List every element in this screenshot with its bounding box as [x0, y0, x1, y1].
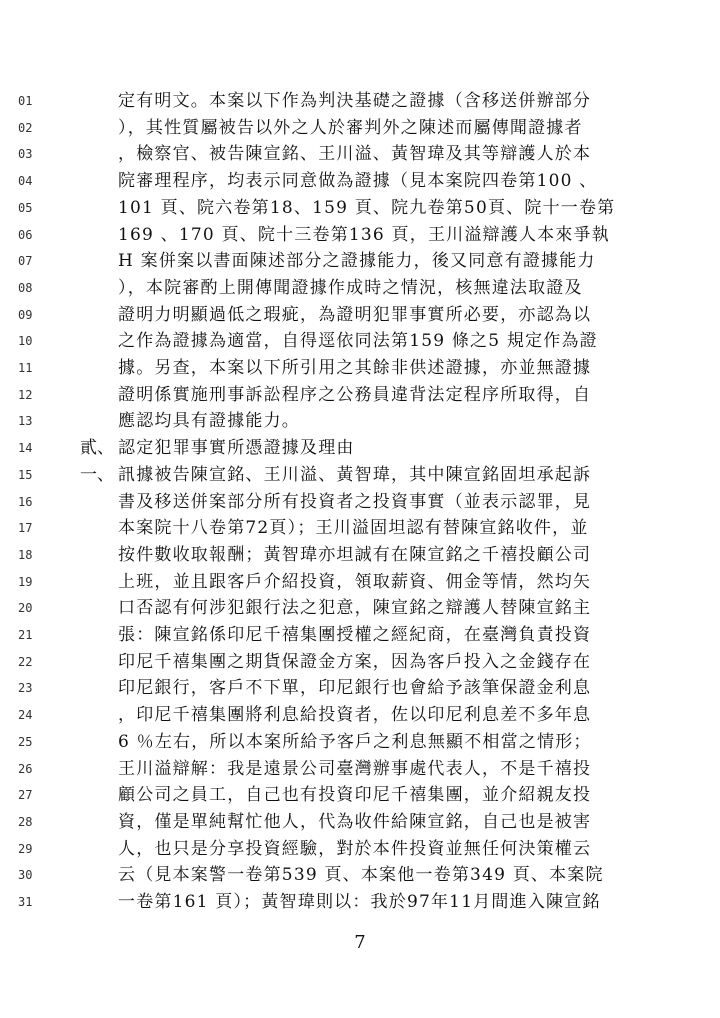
- line-number: 14: [18, 441, 33, 456]
- document-line: [0, 408, 720, 434]
- line-text: 上班，並且跟客戶介紹投資，領取薪資、佣金等情，然均矢: [118, 571, 592, 592]
- line-text: 張：陳宣銘係印尼千禧集團授權之經紀商，在臺灣負責投資: [118, 625, 592, 645]
- document-line: [0, 675, 720, 701]
- line-text: 之作為證據為適當，自得逕依同法第159 條之5 規定作為證: [118, 331, 598, 352]
- line-text: H 案併案以書面陳述部分之證據能力，後又同意有證據能力: [118, 251, 596, 272]
- line-number: 09: [18, 307, 33, 322]
- document-line: [0, 489, 720, 515]
- line-text: 定有明文。本案以下作為判決基礎之證據（含移送併辦部分: [118, 91, 592, 111]
- document-line: [0, 382, 720, 408]
- line-number: 30: [18, 868, 33, 883]
- line-number: 01: [18, 94, 33, 108]
- line-text: 書及移送併案部分所有投資者之投資事實（並表示認罪，見: [118, 491, 592, 512]
- document-line: [0, 275, 720, 301]
- line-number: 23: [18, 681, 33, 696]
- document-line: [0, 622, 720, 648]
- document-line: [0, 355, 720, 381]
- line-number: 25: [18, 734, 33, 749]
- line-text: 訊據被告陳宣銘、王川溢、黃智瑋，其中陳宣銘固坦承起訴: [118, 464, 592, 485]
- document-line: [0, 328, 720, 354]
- line-text: 按件數收取報酬；黃智瑋亦坦誠有在陳宣銘之千禧投顧公司: [118, 544, 592, 565]
- document-line: [0, 569, 720, 595]
- document-line: [0, 195, 720, 221]
- line-number: 29: [18, 841, 33, 856]
- line-number: 06: [18, 227, 33, 242]
- line-number: 04: [18, 174, 33, 189]
- document-line: [0, 462, 720, 488]
- line-number: 19: [18, 574, 33, 589]
- line-number: 24: [18, 708, 33, 723]
- line-text: ，檢察官、被告陳宣銘、王川溢、黃智瑋及其等辯護人於本: [118, 144, 592, 165]
- document-line: [0, 595, 720, 621]
- document-line: [0, 435, 720, 461]
- document-line: [0, 542, 720, 568]
- line-number: 08: [18, 280, 33, 295]
- line-number: 05: [18, 200, 33, 215]
- line-text: 認定犯罪事實所憑證據及理由: [118, 438, 355, 459]
- line-text: 一卷第161 頁）；黃智瑋則以：我於97年11月間進入陳宣銘: [118, 892, 601, 912]
- line-text: 印尼千禧集團之期貨保證金方案，因為客戶投入之金錢存在: [118, 651, 592, 672]
- line-text: 印尼銀行，客戶不下單，印尼銀行也會給予該筆保證金利息: [118, 678, 592, 699]
- document-line: [0, 756, 720, 782]
- line-number: 03: [18, 147, 33, 162]
- line-number: 02: [18, 120, 33, 135]
- document-line: [0, 88, 720, 114]
- line-number: 31: [18, 895, 33, 909]
- line-number: 16: [18, 494, 33, 509]
- line-text: 人，也只是分享投資經驗，對於本件投資並無任何決策權云: [118, 838, 592, 859]
- line-text: 據。另查，本案以下所引用之其餘非供述證據，亦並無證據: [118, 358, 592, 378]
- line-text: 101 頁、院六卷第18、159 頁、院九卷第50頁、院十一卷第: [118, 197, 616, 218]
- document-line: [0, 168, 720, 194]
- line-number: 07: [18, 254, 33, 269]
- document-line: [0, 782, 720, 808]
- document-line: [0, 141, 720, 167]
- line-number: 17: [18, 521, 33, 536]
- document-line: [0, 702, 720, 728]
- document-line: [0, 809, 720, 835]
- line-number: 11: [18, 361, 33, 375]
- line-text: 6 ％左右，所以本案所給予客戶之利息無顯不相當之情形；: [118, 731, 592, 752]
- line-text: 資，僅是單純幫忙他人，代為收件給陳宣銘，自己也是被害: [118, 811, 592, 832]
- line-number: 26: [18, 761, 33, 776]
- line-text: 云（見本案警一卷第539 頁、本案他一卷第349 頁、本案院: [118, 865, 604, 886]
- line-text: ），本院審酌上開傳聞證據作成時之情況，核無違法取證及: [118, 277, 583, 298]
- line-text: ，印尼千禧集團將利息給投資者，佐以印尼利息差不多年息: [118, 705, 592, 726]
- line-text: 169 、170 頁、院十三卷第136 頁，王川溢辯護人本來爭執: [118, 224, 610, 245]
- line-text: 證明力明顯過低之瑕疵，為證明犯罪事實所必要，亦認為以: [118, 304, 592, 325]
- line-text: 本案院十八卷第72頁）；王川溢固坦認有替陳宣銘收件，並: [118, 518, 589, 539]
- document-line: [0, 222, 720, 248]
- line-number: 22: [18, 654, 33, 669]
- line-number: 10: [18, 334, 33, 349]
- line-text: 口否認有何涉犯銀行法之犯意，陳宣銘之辯護人替陳宣銘主: [118, 598, 592, 619]
- line-text: 院審理程序，均表示同意做為證據（見本案院四卷第100 、: [118, 171, 598, 192]
- line-number: 13: [18, 414, 33, 429]
- document-line: [0, 836, 720, 862]
- line-text: 王川溢辯解：我是遠景公司臺灣辦事處代表人，不是千禧投: [118, 758, 592, 779]
- document-line: [0, 729, 720, 755]
- document-line: [0, 248, 720, 274]
- document-line: [0, 115, 720, 141]
- line-number: 27: [18, 788, 33, 803]
- document-line: [0, 649, 720, 675]
- page-number: 7: [354, 932, 366, 953]
- document-line: [0, 515, 720, 541]
- line-number: 15: [18, 467, 33, 482]
- document-line: [0, 302, 720, 328]
- line-text: 應認均具有證據能力。: [118, 411, 300, 432]
- document-line: [0, 889, 720, 915]
- line-number: 18: [18, 547, 33, 562]
- line-text: 證明係實施刑事訴訟程序之公務員違背法定程序所取得，自: [118, 384, 592, 405]
- section-marker: 一、: [80, 464, 114, 485]
- section-marker: 貳、: [80, 438, 114, 459]
- line-number: 28: [18, 814, 33, 829]
- line-text: 顧公司之員工，自己也有投資印尼千禧集團，並介紹親友投: [118, 785, 592, 806]
- line-text: ），其性質屬被告以外之人於審判外之陳述而屬傳聞證據者: [118, 117, 583, 138]
- line-number: 20: [18, 601, 33, 616]
- line-number: 21: [18, 628, 33, 642]
- line-number: 12: [18, 387, 33, 402]
- document-line: [0, 862, 720, 888]
